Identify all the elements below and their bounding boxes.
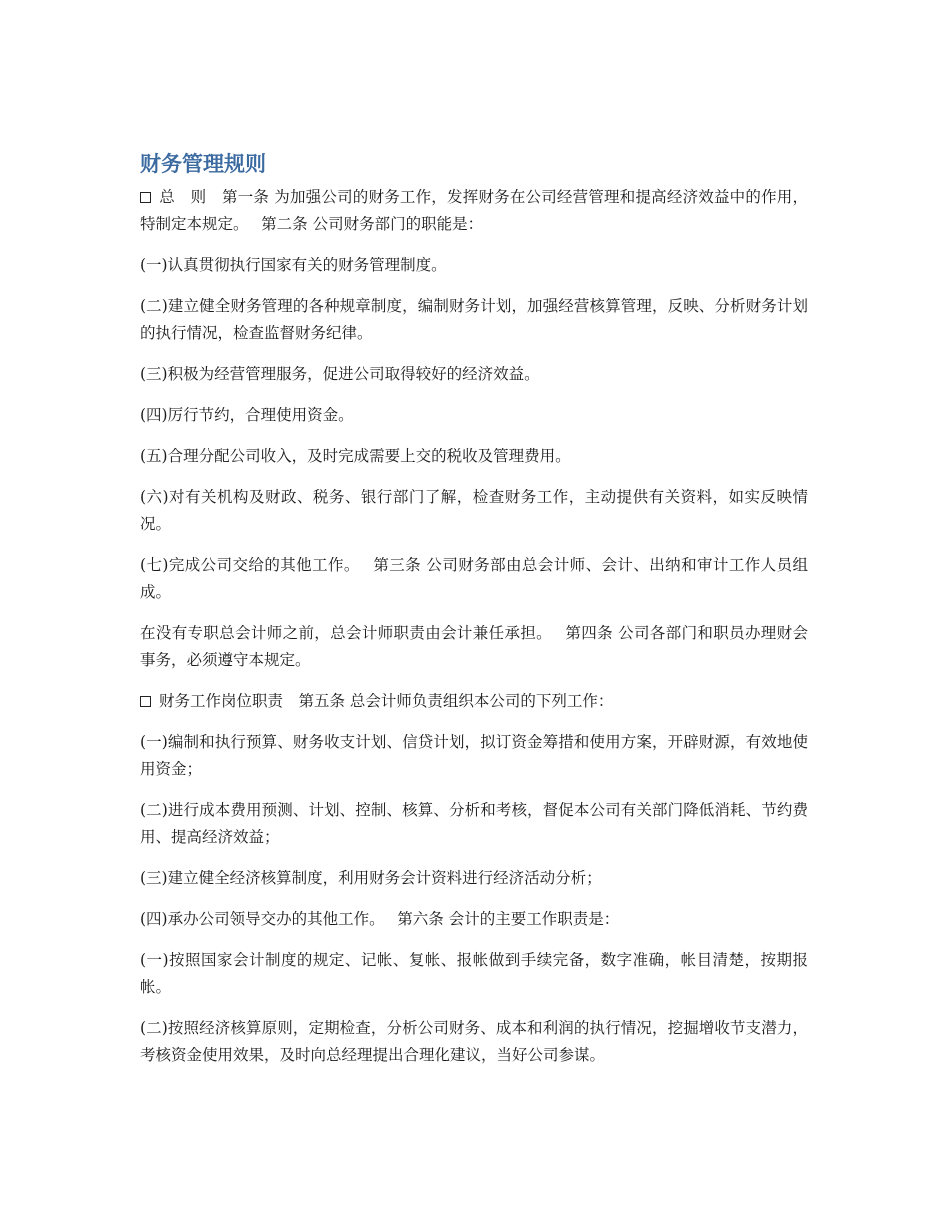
paragraph-function-6 (140, 484, 808, 538)
paragraph-function-4 (140, 402, 808, 429)
paragraph-text: 在没有专职总会计师之前，总会计师职责由会计兼任承担。 第四条 公司各部门和职员办理财会事务，必须遵守本规定。 (140, 624, 808, 669)
checkbox-icon (140, 192, 151, 203)
paragraph-text: (五)合理分配公司收入，及时完成需要上交的税收及管理费用。 (140, 447, 571, 465)
paragraph-function-5 (140, 443, 808, 470)
paragraph-text: (二)按照经济核算原则，定期检查，分析公司财务、成本和利润的执行情况，挖掘增收节支潜力，考核资金使用效果，及时向总经理提出合理化建议，当好公司参谋。 (140, 1019, 808, 1064)
paragraph-accountant-2 (140, 1015, 808, 1069)
paragraph-text: (四)承办公司领导交办的其他工作。 第六条 会计的主要工作职责是： (140, 910, 620, 928)
paragraph-text: (二)进行成本费用预测、计划、控制、核算、分析和考核，督促本公司有关部门降低消耗、节约费用、提高经济效益； (140, 801, 808, 846)
paragraph-text: (六)对有关机构及财政、税务、银行部门了解，检查财务工作，主动提供有关资料，如实反映情况。 (140, 488, 808, 533)
paragraph-cfo-2 (140, 797, 808, 851)
paragraph-cfo-1 (140, 729, 808, 783)
paragraph-cfo-3 (140, 865, 808, 892)
paragraph-text: (三)积极为经营管理服务，促进公司取得较好的经济效益。 (140, 365, 540, 383)
paragraph-text: (四)厉行节约，合理使用资金。 (140, 406, 354, 424)
paragraph-function-3 (140, 361, 808, 388)
paragraph-function-2 (140, 293, 808, 347)
paragraph-text: (一)编制和执行预算、财务收支计划、信贷计划，拟订资金筹措和使用方案，开辟财源，有效地使用资金； (140, 733, 808, 778)
paragraph-art4 (140, 620, 808, 674)
checkbox-icon (140, 696, 151, 707)
paragraph-duties-art5 (140, 688, 808, 715)
paragraph-text: 财务工作岗位职责 第五条 总会计师负责组织本公司的下列工作： (159, 692, 614, 710)
paragraph-text: (七)完成公司交给的其他工作。 第三条 公司财务部由总会计师、会计、出纳和审计工作人员组成。 (140, 556, 808, 601)
paragraph-text: (三)建立健全经济核算制度，利用财务会计资料进行经济活动分析； (140, 869, 602, 887)
paragraph-function-7-art3 (140, 552, 808, 606)
paragraph-text: 总 则 第一条 为加强公司的财务工作，发挥财务在公司经营管理和提高经济效益中的作用，特制定本规定。 第二条 公司财务部门的职能是： (140, 188, 808, 233)
paragraph-general-art1-2 (140, 184, 808, 238)
document-page (140, 148, 808, 1083)
paragraph-text: (一)按照国家会计制度的规定、记帐、复帐、报帐做到手续完备，数字准确，帐目清楚，按期报帐。 (140, 951, 808, 996)
paragraph-text: (二)建立健全财务管理的各种规章制度，编制财务计划，加强经营核算管理，反映、分析财务计划的执行情况，检查监督财务纪律。 (140, 297, 808, 342)
document-title: 财务管理规则 (140, 152, 266, 176)
paragraph-accountant-1 (140, 947, 808, 1001)
paragraph-text: (一)认真贯彻执行国家有关的财务管理制度。 (140, 256, 447, 274)
paragraph-function-1 (140, 252, 808, 279)
paragraph-cfo-4-art6 (140, 906, 808, 933)
